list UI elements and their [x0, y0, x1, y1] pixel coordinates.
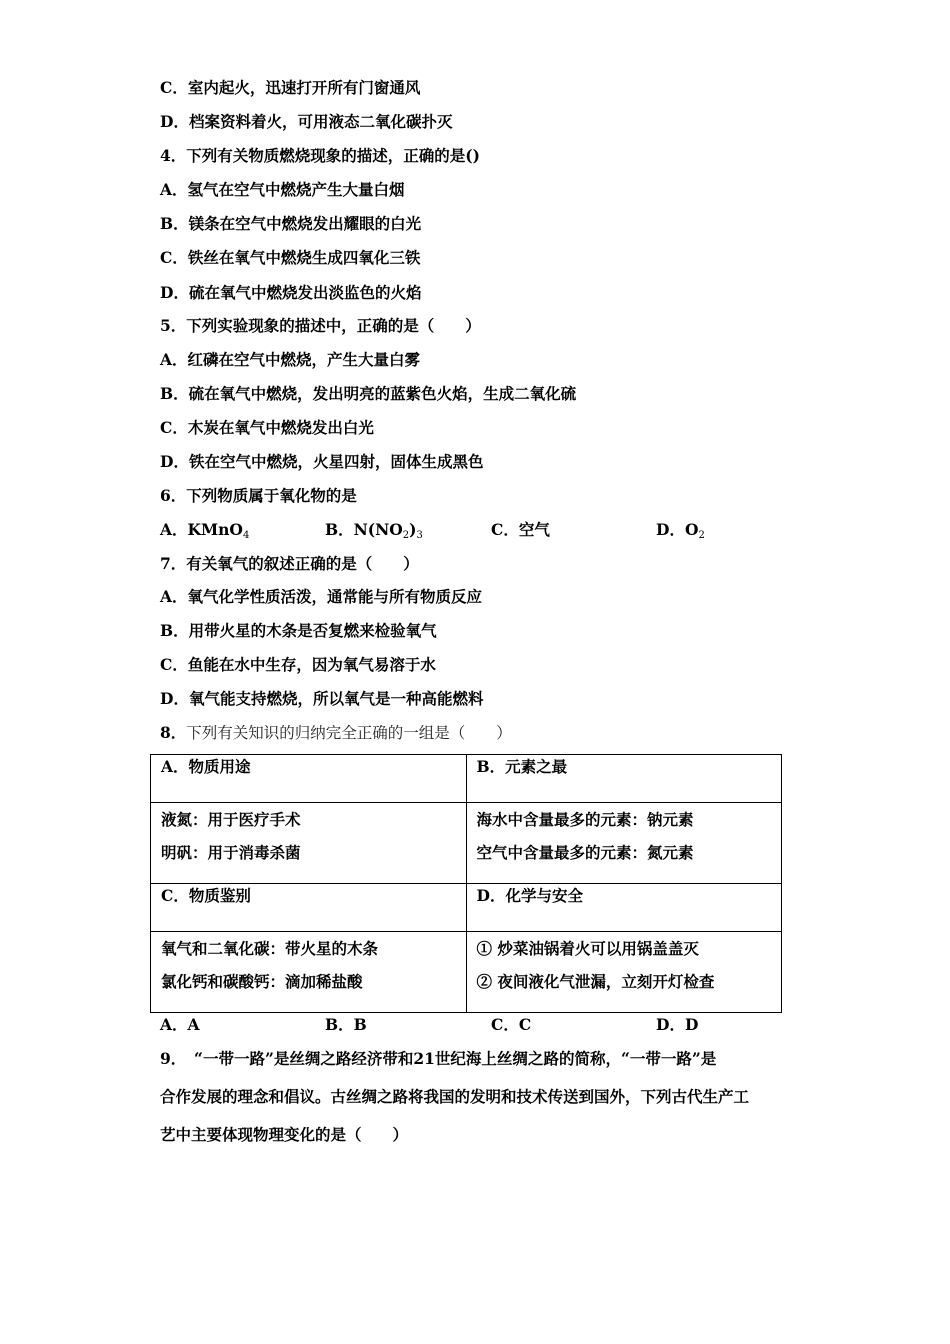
q8-stem-text: 下列有关知识的归纳完全正确的一组是（ ） [186, 724, 512, 742]
q4-option-d: D．硫在氧气中燃烧发出淡监色的火焰 [160, 283, 422, 302]
table-cell-d-line: ② 夜间液化气泄漏，立刻开灯检查 [476, 972, 715, 991]
q9-stem-line: 合作发展的理念和倡议。古丝绸之路将我国的发明和技术传送到国外，下列古代生产工 [160, 1087, 750, 1106]
table-cell-d-line: ① 炒菜油锅着火可以用锅盖盖灭 [476, 939, 699, 958]
q4-option-c: C．铁丝在氧气中燃烧生成四氧化三铁 [160, 248, 421, 267]
q7-stem: 7．有关氧气的叙述正确的是（ ） [160, 554, 419, 573]
q4-option-b: B．镁条在空气中燃烧发出耀眼的白光 [160, 214, 422, 233]
q8-number: 8． [160, 723, 187, 742]
table-cell-c-line: 氧气和二氧化碳：带火星的木条 [161, 939, 379, 958]
q6-option-b-paren: ) [409, 520, 417, 539]
q6-option-a-sub: 4 [242, 530, 250, 541]
q6-option-c: C．空气 [491, 520, 550, 539]
q6-option-d-sub: 2 [698, 530, 705, 541]
q8-option-c: C．C [491, 1015, 532, 1034]
q6-option-b-sub: 2 [402, 530, 410, 541]
table-header-d: D．化学与安全 [466, 884, 782, 932]
q6-option-d-text: D．O [656, 520, 699, 539]
q5-option-c: C．木炭在氧气中燃烧发出白光 [160, 418, 374, 437]
table-header-b: B．元素之最 [466, 755, 782, 803]
table-cell-a-line: 明矾：用于消毒杀菌 [161, 843, 301, 862]
q5-stem: 5．下列实验现象的描述中，正确的是（ ） [160, 316, 481, 335]
q3-option-d: D．档案资料着火，可用液态二氧化碳扑灭 [160, 112, 453, 131]
q8-knowledge-table [150, 754, 782, 1013]
table-cell-b-line: 海水中含量最多的元素：钠元素 [476, 810, 694, 829]
q7-option-a: A．氧气化学性质活泼，通常能与所有物质反应 [160, 587, 483, 606]
q6-option-d [656, 520, 705, 546]
q5-option-d: D．铁在空气中燃烧，火星四射，固体生成黑色 [160, 452, 484, 471]
q3-option-c: C．室内起火，迅速打开所有门窗通风 [160, 78, 421, 97]
q4-stem: 4．下列有关物质燃烧现象的描述，正确的是() [160, 146, 480, 165]
q8-option-a: A．A [160, 1015, 200, 1034]
table-cell-a-line: 液氮：用于医疗手术 [161, 810, 301, 829]
q7-option-c: C．鱼能在水中生存，因为氧气易溶于水 [160, 655, 436, 674]
q7-option-b: B．用带火星的木条是否复燃来检验氧气 [160, 621, 437, 640]
q8-stem [160, 723, 512, 743]
table-cell-d [466, 932, 782, 1013]
q5-option-b: B．硫在氧气中燃烧，发出明亮的蓝紫色火焰，生成二氧化硫 [160, 384, 577, 403]
q6-option-b-text: B．N(NO [325, 520, 403, 539]
q6-stem: 6．下列物质属于氧化物的是 [160, 486, 357, 505]
table-header-c: C．物质鉴别 [151, 884, 467, 932]
q7-option-d: D．氧气能支持燃烧，所以氧气是一种高能燃料 [160, 689, 484, 708]
q5-option-a: A．红磷在空气中燃烧，产生大量白雾 [160, 350, 421, 369]
table-header-a: A．物质用途 [151, 755, 467, 803]
q6-option-a-text: A．KMnO [160, 520, 243, 539]
table-cell-b [466, 803, 782, 884]
table-cell-c [151, 932, 467, 1013]
q6-option-b [325, 520, 423, 546]
q8-option-d: D．D [656, 1015, 699, 1034]
q9-stem-line: 9． “一带一路”是丝绸之路经济带和21世纪海上丝绸之路的简称，“一带一路”是 [160, 1049, 717, 1068]
q4-option-a: A．氢气在空气中燃烧产生大量白烟 [160, 180, 405, 199]
table-cell-c-line: 氯化钙和碳酸钙：滴加稀盐酸 [161, 972, 363, 991]
table-cell-b-line: 空气中含量最多的元素：氮元素 [476, 843, 694, 862]
q8-option-b: B．B [325, 1015, 367, 1034]
q9-stem-line: 艺中主要体现物理变化的是（ ） [160, 1125, 409, 1144]
table-cell-a [151, 803, 467, 884]
q6-option-a [160, 520, 249, 546]
q6-option-b-sub2: 3 [416, 530, 423, 541]
